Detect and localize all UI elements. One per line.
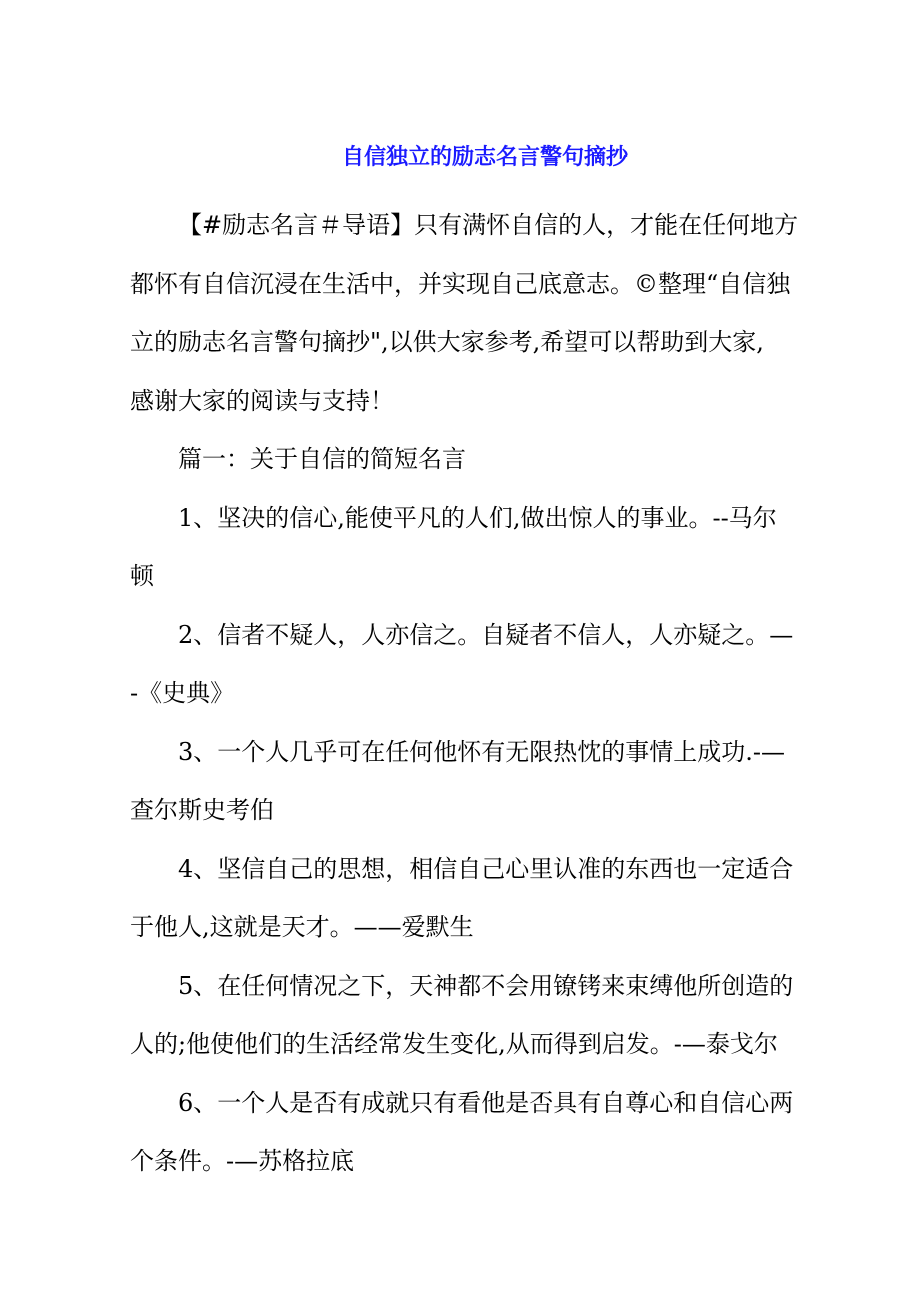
quote-item xyxy=(130,957,802,1074)
quote-line: 人的;他使他们的生活经常发生变化,从而得到启发。-—泰戈尔 xyxy=(130,1030,778,1058)
quote-line: 6、一个人是否有成就只有看他是否具有自尊心和自信心两 xyxy=(178,1088,794,1117)
quote-line: 于他人,这就是天才。——爱默生 xyxy=(130,913,474,941)
quote-line: 3、一个人几乎可在任何他怀有无限热忱的事情上成功.-— xyxy=(178,737,786,766)
document-body xyxy=(130,196,802,1191)
quote-line: 2、信者不疑人，人亦信之。自疑者不信人，人亦疑之。— xyxy=(178,620,794,649)
quote-item xyxy=(130,840,802,957)
quote-line: 4、坚信自己的思想，相信自己心里认准的东西也一定适合 xyxy=(178,854,794,883)
quote-line: 个条件。-—苏格拉底 xyxy=(130,1147,355,1175)
section-heading-paragraph xyxy=(130,430,802,489)
intro-line: 都怀有自信沉浸在生活中，并实现自己底意志。©整理“自信独 xyxy=(130,269,791,298)
quote-item xyxy=(130,606,802,723)
document-title: 自信独立的励志名言警句摘抄 xyxy=(341,145,628,170)
section-heading: 篇一：关于自信的简短名言 xyxy=(178,445,466,473)
quote-item xyxy=(130,1074,802,1191)
quote-line: 查尔斯史考伯 xyxy=(130,796,274,824)
intro-line: 立的励志名言警句摘抄",以供大家参考,希望可以帮助到大家, xyxy=(130,328,764,356)
intro-line: 【#励志名言＃导语】只有满怀自信的人，才能在任何地方 xyxy=(178,211,799,239)
intro-paragraph xyxy=(130,196,802,430)
quote-line: 5、在任何情况之下，天神都不会用镣铐来束缚他所创造的 xyxy=(178,971,794,1000)
quote-line: 1、坚决的信心,能使平凡的人们,做出惊人的事业。--马尔 xyxy=(178,503,777,532)
quote-item xyxy=(130,489,802,606)
quote-line: 顿 xyxy=(130,562,154,590)
intro-line: 感谢大家的阅读与支持！ xyxy=(130,386,394,415)
quote-line: -《史典》 xyxy=(130,679,235,707)
quote-item xyxy=(130,723,802,840)
